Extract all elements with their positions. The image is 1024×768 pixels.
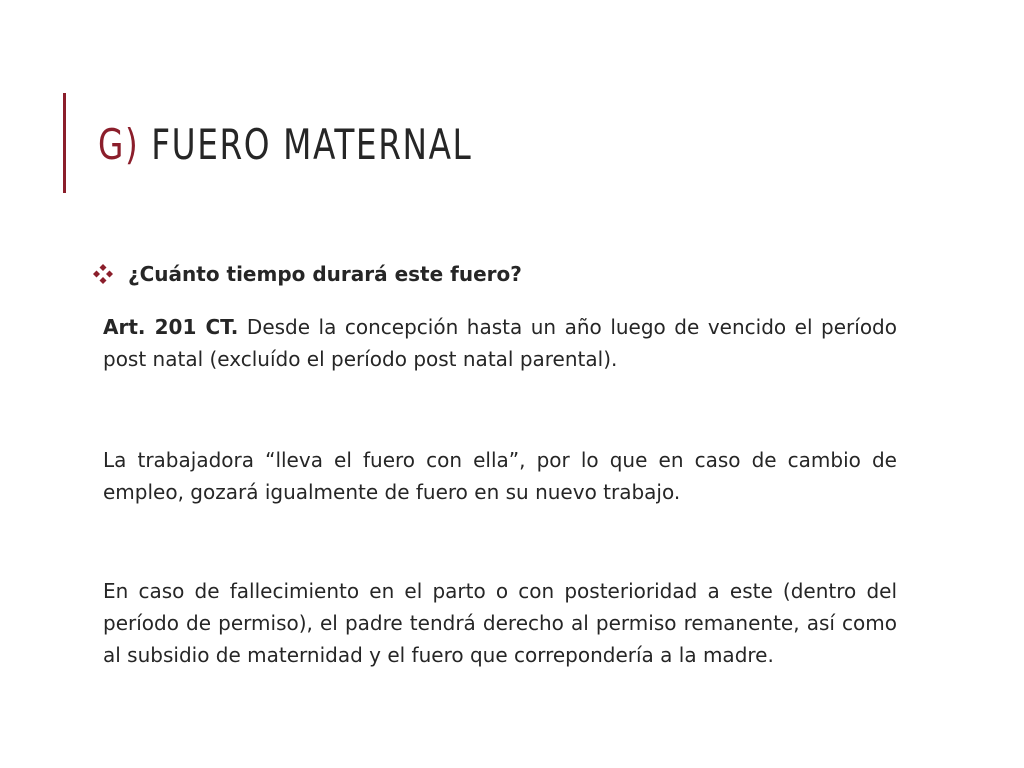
slide-title (98, 113, 472, 177)
paragraph-death-case: En caso de fallecimiento en el parto o con posterioridad a este (dentro del período de permiso), el padre tendrá derecho al permiso remanente, así como al subsidio de maternidad y el fuero que correpondería a la madre. (103, 579, 897, 667)
article-reference: Art. 201 CT. (103, 315, 239, 339)
article-body: Desde la concepción hasta un año luego de vencido el período post natal (excluído el período post natal parental). (103, 315, 897, 371)
diamond-bullet-icon (92, 263, 114, 285)
bullet-item (92, 262, 522, 286)
question-text: ¿Cuánto tiempo durará este fuero? (128, 262, 522, 286)
paragraph-article (103, 311, 897, 375)
title-accent-bar (63, 93, 66, 193)
paragraph-worker: La trabajadora “lleva el fuero con ella”, por lo que en caso de cambio de empleo, gozará igualmente de fuero en su nuevo trabajo. (103, 448, 897, 504)
title-prefix: G) (98, 120, 140, 169)
title-main: FUERO MATERNAL (151, 120, 473, 169)
